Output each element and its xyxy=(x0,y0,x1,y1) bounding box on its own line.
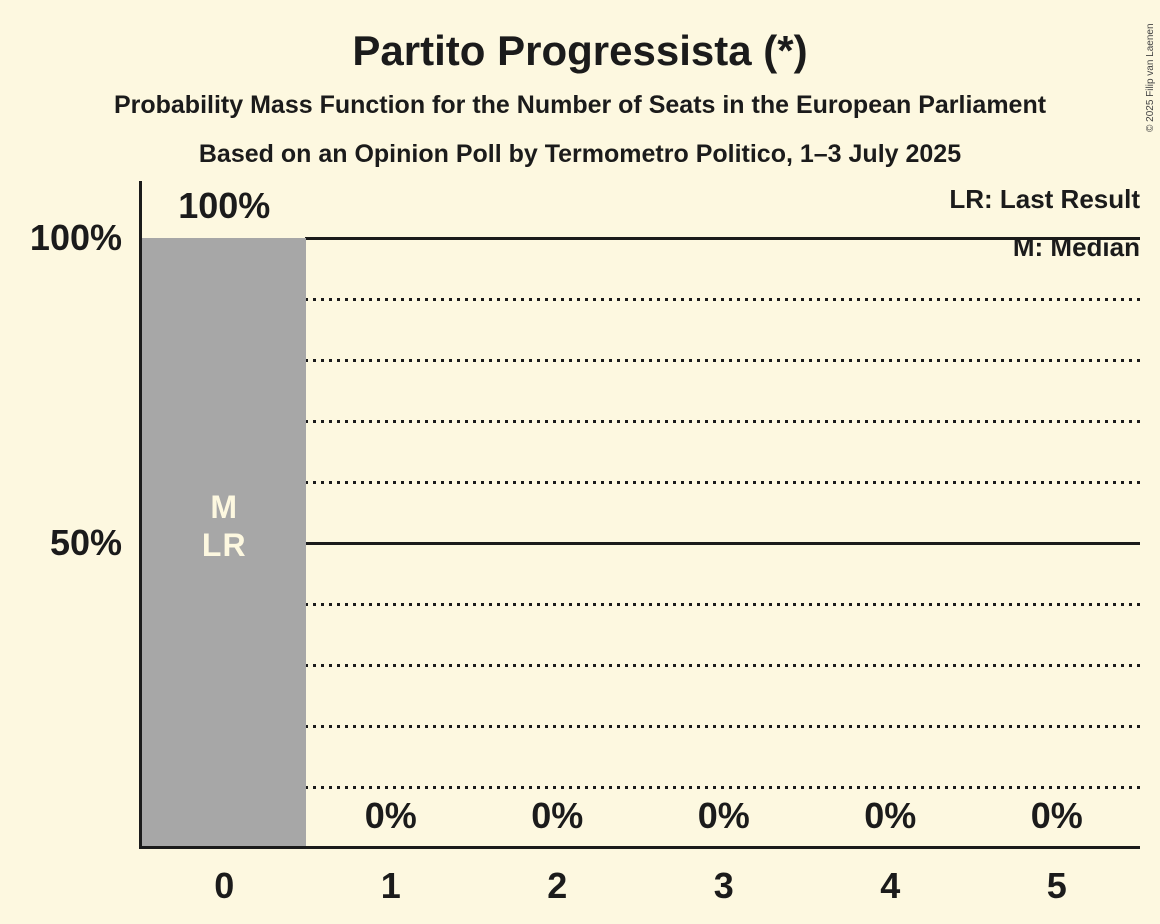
chart-subtitle-poll: Based on an Opinion Poll by Termometro Politico, 1–3 July 2025 xyxy=(198,140,962,168)
gridline-dotted-10 xyxy=(305,786,1140,789)
gridline-solid-50 xyxy=(305,542,1140,545)
bar-value-label-4: 0% xyxy=(864,795,917,836)
legend-median: M: Median xyxy=(1012,232,1140,262)
legend-last-result: LR: Last Result xyxy=(949,184,1140,214)
copyright-notice: © 2025 Filip van Laenen xyxy=(1145,23,1156,132)
gridline-dotted-60 xyxy=(305,481,1140,484)
bar-value-label-2: 0% xyxy=(531,795,584,836)
x-tick-label-4: 4 xyxy=(880,865,901,906)
chart-title: Partito Progressista (*) xyxy=(352,27,808,74)
x-tick-label-3: 3 xyxy=(713,865,734,906)
x-axis-line xyxy=(139,846,1140,849)
y-axis-label-50: 50% xyxy=(49,522,122,563)
bar-value-label-5: 0% xyxy=(1030,795,1083,836)
bar-value-label-0: 100% xyxy=(178,185,271,226)
gridline-dotted-80 xyxy=(305,359,1140,362)
gridline-dotted-70 xyxy=(305,420,1140,423)
gridline-dotted-40 xyxy=(305,603,1140,606)
gridline-dotted-20 xyxy=(305,725,1140,728)
chart-subtitle: Probability Mass Function for the Number of Seats in the European Parliament xyxy=(113,91,1047,119)
x-tick-label-2: 2 xyxy=(547,865,568,906)
gridline-dotted-90 xyxy=(305,298,1140,301)
y-axis-line xyxy=(139,181,142,849)
bar-value-label-3: 0% xyxy=(697,795,750,836)
bar-value-label-1: 0% xyxy=(364,795,417,836)
y-axis-label-100: 100% xyxy=(29,217,122,258)
bar-annotation-median-last-result: M LR xyxy=(201,489,247,563)
gridline-dotted-30 xyxy=(305,664,1140,667)
gridlines xyxy=(305,238,1140,848)
x-tick-label-5: 5 xyxy=(1046,865,1067,906)
x-tick-label-1: 1 xyxy=(380,865,401,906)
x-tick-label-0: 0 xyxy=(214,865,235,906)
